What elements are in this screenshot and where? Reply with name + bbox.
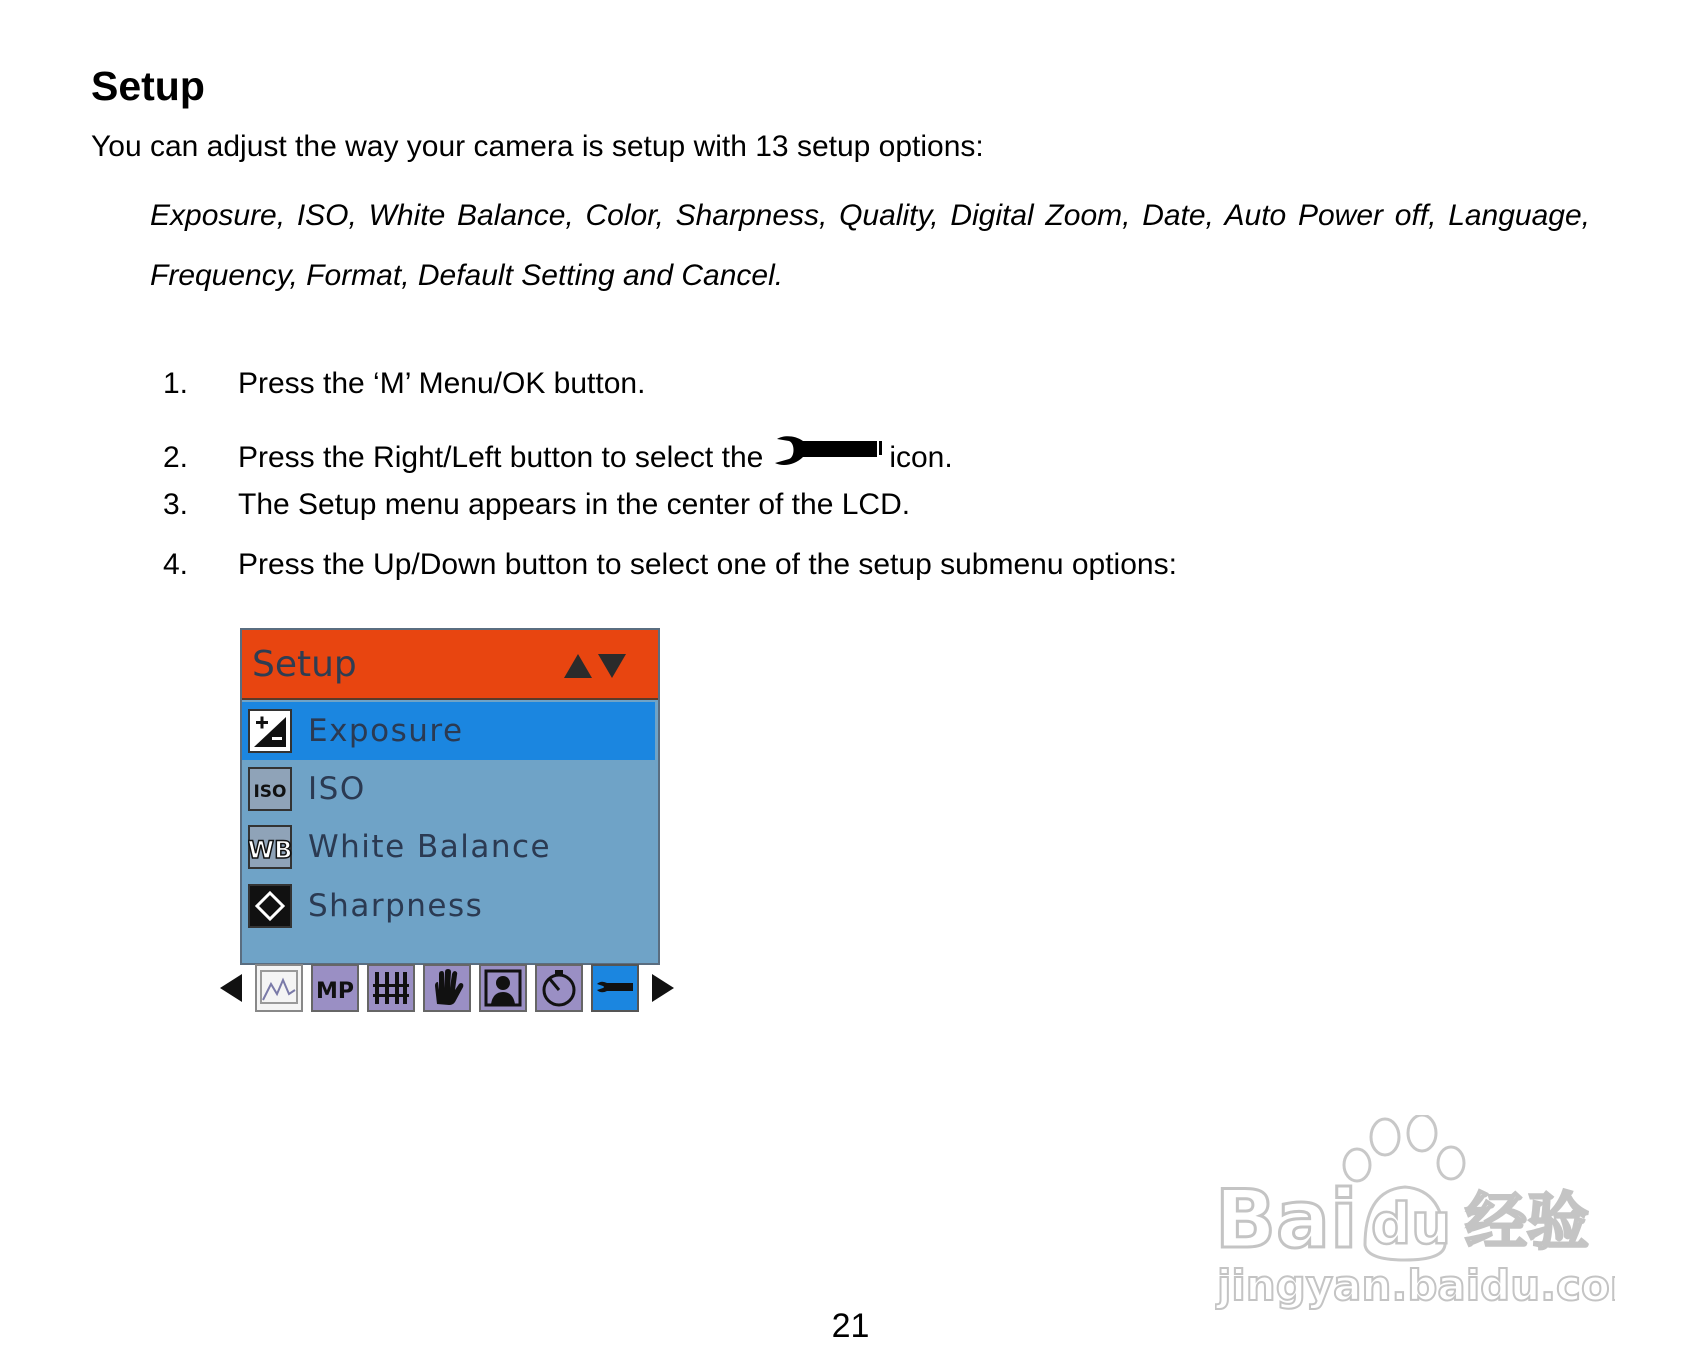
step-text: Press the Up/Down button to select one of the setup submenu options:: [238, 548, 1177, 581]
svg-text:经验: 经验: [1465, 1185, 1590, 1258]
right-arrow-icon[interactable]: [650, 970, 676, 1006]
mp-icon-text: MP: [315, 979, 355, 1004]
svg-text:du: du: [1371, 1192, 1451, 1257]
resolution-mp-icon[interactable]: [311, 964, 359, 1012]
quality-icon[interactable]: [367, 964, 415, 1012]
up-down-arrows-icon: [562, 652, 632, 685]
white-balance-icon: [248, 825, 292, 869]
portrait-icon[interactable]: [479, 964, 527, 1012]
menu-item-iso[interactable]: [242, 760, 658, 818]
options-list: Exposure, ISO, White Balance, Color, Sharpness, Quality, Digital Zoom, Date, Auto Power off, Language, Frequency, Format, Default Setting and Cancel.: [150, 199, 1590, 292]
step-3: [163, 488, 910, 522]
step-4: [163, 548, 1177, 582]
step-number: 3.: [163, 488, 189, 521]
step-text-end: icon.: [889, 441, 953, 474]
left-arrow-icon[interactable]: [218, 970, 244, 1006]
sharpness-icon: [248, 884, 292, 928]
mode-tab-bar: [218, 960, 678, 1012]
iso-icon-text: ISO: [253, 782, 287, 802]
menu-item-label: Sharpness: [308, 888, 484, 924]
page-title: Setup: [91, 63, 205, 109]
wrench-icon: [773, 433, 885, 481]
step-text: The Setup menu appears in the center of the LCD.: [238, 488, 911, 521]
intro-text: You can adjust the way your camera is setup with 13 setup options:: [91, 130, 984, 163]
step-2: [163, 433, 953, 481]
step-text: Press the Right/Left button to select the: [238, 441, 764, 474]
exposure-icon: [248, 709, 292, 753]
svg-text:Bai: Bai: [1215, 1173, 1358, 1266]
self-timer-icon[interactable]: [535, 964, 583, 1012]
step-number: 1.: [163, 367, 189, 400]
svg-text:jingyan.baidu.com: jingyan.baidu.com: [1217, 1261, 1615, 1310]
step-text: Press the ‘M’ Menu/OK button.: [238, 367, 646, 400]
step-number: 4.: [163, 548, 189, 581]
menu-item-label: White Balance: [308, 829, 552, 865]
menu-item-label: ISO: [308, 771, 366, 807]
page-number: 21: [831, 1307, 870, 1345]
scene-icon[interactable]: [255, 964, 303, 1012]
menu-item-exposure[interactable]: [242, 702, 655, 760]
lcd-menu-header: [242, 630, 658, 700]
iso-icon: [248, 767, 292, 811]
baidu-watermark-logo: [1215, 1115, 1615, 1315]
wb-icon-text: WB: [248, 836, 292, 864]
menu-item-sharpness[interactable]: [242, 877, 658, 935]
lcd-setup-menu: [240, 628, 660, 965]
anti-shake-hand-icon[interactable]: [423, 964, 471, 1012]
menu-item-white-balance[interactable]: [242, 818, 658, 876]
menu-item-label: Exposure: [308, 713, 464, 749]
lcd-menu-title: Setup: [252, 644, 357, 685]
step-1: [163, 367, 645, 401]
setup-wrench-icon[interactable]: [591, 964, 639, 1012]
step-number: 2.: [163, 441, 189, 474]
